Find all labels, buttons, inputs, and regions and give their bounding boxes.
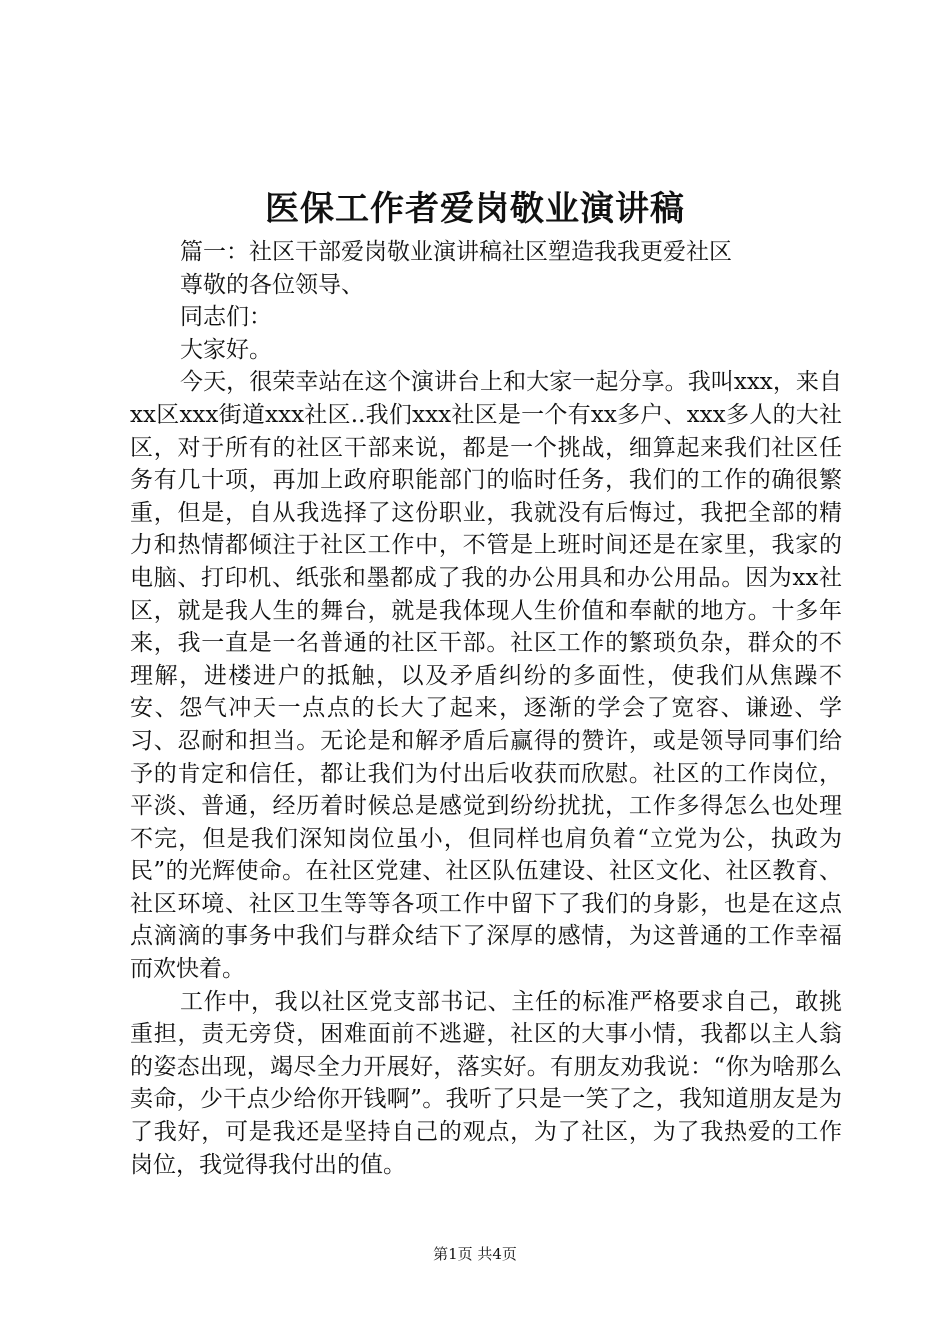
greeting-line: 大家好。 bbox=[180, 336, 272, 363]
document-title: 医保工作者爱岗敬业演讲稿 bbox=[265, 189, 685, 229]
document-body bbox=[130, 236, 842, 1181]
salutation-line: 尊敬的各位领导、 bbox=[180, 271, 364, 298]
salutation-line: 同志们： bbox=[180, 304, 272, 331]
body-paragraph: 今天，很荣幸站在这个演讲台上和大家一起分享。我叫xxx，来自xx区xxx街道xxx社区..我们xxx社区是一个有xx多户、xxx多人的大社区，对于所有的社区干部来说，都是一个挑战，细算起来我们社区任务有几十项，再加上政府职能部门的临时任务，我们的工作的确很繁重，但是，自从我选择了这份职业，我就没有后悔过，我把全部的精力和热情都倾注于社区工作中，不管是上班时间还是在家里，我家的电脑、打印机、纸张和墨都成了我的办公用具和办公用品。因为xx社区，就是我人生的舞台，就是我体现人生价值和奉献的地方。十多年来，我一直是一名普通的社区干部。社区工作的繁琐负杂，群众的不理解，进楼进户的抵触，以及矛盾纠纷的多面性，使我们从焦躁不安、怨气冲天一点点的长大了起来，逐渐的学会了宽容、谦逊、学习、忍耐和担当。无论是和解矛盾后赢得的赞许，或是领导同事们给予的肯定和信任，都让我们为付出后收获而欣慰。社区的工作岗位，平淡、普通，经历着时候总是感觉到纷纷扰扰，工作多得怎么也处理不完，但是我们深知岗位虽小，但同样也肩负着“立党为公，执政为民”的光辉使命。在社区党建、社区队伍建设、社区文化、社区教育、社区环境、社区卫生等等各项工作中留下了我们的身影，也是在这点点滴滴的事务中我们与群众结下了深厚的感情，为这普通的工作幸福而欢快着。 bbox=[130, 369, 842, 983]
section-heading: 篇一：社区干部爱岗敬业演讲稿社区塑造我我更爱社区 bbox=[180, 239, 732, 265]
body-paragraph: 工作中，我以社区党支部书记、主任的标准严格要求自己，敢挑重担，责无旁贷，困难面前不逃避，社区的大事小情，我都以主人翁的姿态出现，竭尽全力开展好，落实好。有朋友劝我说：“你为啥那么卖命，少干点少给你开钱啊”。我听了只是一笑了之，我知道朋友是为了我好，可是我还是坚持自己的观点，为了社区，为了我热爱的工作岗位，我觉得我付出的值。 bbox=[130, 988, 842, 1178]
page-number: 第1页 共4页 bbox=[433, 1245, 517, 1263]
